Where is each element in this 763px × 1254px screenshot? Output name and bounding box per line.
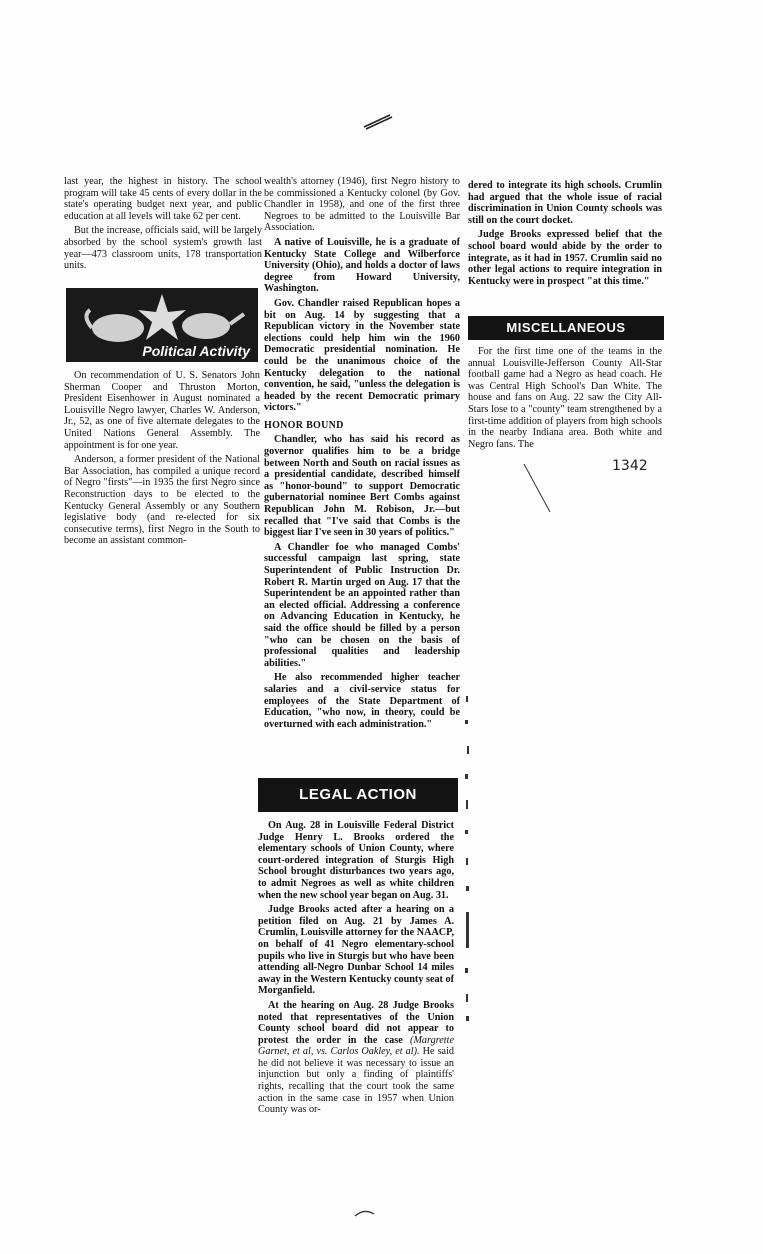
- column-3-lower: [468, 346, 662, 453]
- margin-marks-icon: [462, 690, 474, 1030]
- paragraph: For the first time one of the teams in the annual Louisville-Jefferson County All-Star football game had a Negro as head coach. He was Central High School's Dan White. The house and fans on Aug. 22 saw the City All-Stars lose to a "county" team strengthened by a first-time addition of players from high schools in the nearby Indiana area. Both white and Negro fans. The: [468, 346, 662, 450]
- bottom-pen-mark-icon: [352, 1206, 378, 1220]
- paragraph: A native of Louisville, he is a graduate of Kentucky State College and Wilberforce University (Ohio), and holds a doctor of laws degree from Howard University, Washington.: [264, 236, 460, 295]
- margin-marks: [462, 690, 474, 1030]
- paragraph-part: At the hearing on Aug. 28 Judge Brooks noted that representatives of the Union County school board did not appear to protest the order in the case: [258, 999, 454, 1046]
- paragraph: wealth's attorney (1946), first Negro history to be commissioned a Kentucky colonel (by Gov. Chandler in 1958), and one of the first three Negroes to be admitted to the Louisville Bar Association.: [264, 176, 460, 234]
- column-2: [264, 176, 460, 733]
- paragraph: dered to integrate its high schools. Crumlin had argued that the whole issue of racial discrimination in Union County schools was still on the court docket.: [468, 180, 662, 226]
- paragraph: On recommendation of U. S. Senators John Sherman Cooper and Thruston Morton, President Eisenhower in August nominated a Louisville Negro lawyer, Charles W. Anderson, Jr., 52, as one of five alternate delegates to the United Nations General Assembly. The appointment is for one year.: [64, 370, 260, 451]
- pencil-stroke-icon: [520, 460, 560, 520]
- column-1: [64, 176, 262, 275]
- logo-label: Political Activity: [142, 343, 250, 359]
- pen-mark-icon: [362, 112, 394, 130]
- miscellaneous-banner: MISCELLANEOUS: [468, 316, 664, 340]
- column-1-lower: [64, 370, 260, 550]
- paragraph: Chandler, who has said his record as governor qualifies him to be a bridge between North and South on racial issues as a presidential candidate, described himself as "honor-bound" to support Democratic gubernatorial nominee Bert Combs against Republican John M. Robison, Jr.—but recalled that "I've said that Combs is the biggest liar I've seen in 30 years of politics.": [264, 434, 460, 539]
- paragraph: Anderson, a former president of the National Bar Association, has compiled a unique record of Negro "firsts"—in 1935 the first Negro since Reconstruction days to be elected to the Kentucky General Assembly or any Southern legislative body (and re-elected for six consecutive terms), first Negro in the South to become an assistant common-: [64, 454, 260, 547]
- column-3: [468, 180, 662, 290]
- paragraph: last year, the highest in history. The school program will take 45 cents of every dollar in the state's operating budget next year, and public education at all levels will take 62 per cent.: [64, 176, 262, 222]
- paragraph: Judge Brooks acted after a hearing on a petition filed on Aug. 21 by James A. Crumlin, Louisville attorney for the NAACP, on behalf of 41 Negro elementary-school pupils who live in Sturgis but who have been attending all-Negro Dunbar School 14 miles away in the Western Kentucky county seat of Morganfield.: [258, 904, 454, 997]
- subheading: HONOR BOUND: [264, 419, 344, 431]
- political-activity-logo: [66, 288, 258, 362]
- paragraph: But the increase, officials said, will be largely absorbed by the school system's growth last year—473 classroom units, 178 transportation units.: [64, 225, 262, 272]
- column-2-lower: [258, 820, 454, 1119]
- legal-action-banner: LEGAL ACTION: [258, 778, 458, 812]
- paragraph-part: He said he did not believe it was necessary to issue an injunction but only a finding of plaintiffs' rights, recalling that the court took the same action in the same case in 1957 when Union County was or-: [258, 1046, 454, 1116]
- paragraph: Gov. Chandler raised Republican hopes a bit on Aug. 14 by suggesting that a Republican victory in the November state elections could help him win the 1960 Democratic presidential nomination. He could be the unanimous choice of the Kentucky delegation to the national convention, he said, "unless the delegation is headed by the recent Democratic primary victors.": [264, 297, 460, 414]
- paragraph: [258, 1000, 454, 1116]
- paragraph: On Aug. 28 in Louisville Federal District Judge Henry L. Brooks ordered the elementary schools of Union County, where court-ordered integration of Sturgis High School brought disturbances two years ago, to admit Negroes as well as white children when the new school year began on Aug. 31.: [258, 820, 454, 901]
- handwritten-page-number: 1342: [612, 458, 648, 474]
- paragraph: A Chandler foe who managed Combs' successful campaign last spring, state Superintendent of Public Instruction Dr. Robert R. Martin urged on Aug. 17 that the Superintendent be an appointed rather than an elected official. Addressing a conference on Advancing Education in Kentucky, he said the office should be filled by a person "who can be chosen on the basis of professional qualities and leadership abilities.": [264, 541, 460, 669]
- case-name: (Margrette Garnet, et al, vs. Carlos Oakley, et al).: [258, 1034, 454, 1058]
- paragraph: Judge Brooks expressed belief that the school board would abide by the order to integrate, as it had in 1957. Crumlin said no other legal actions to require integration in Kentucky were in prospect "at this time.": [468, 229, 662, 287]
- paragraph: He also recommended higher teacher salaries and a civil-service status for employees of the State Department of Education, "who now, in theory, could be overturned with each administration.": [264, 672, 460, 730]
